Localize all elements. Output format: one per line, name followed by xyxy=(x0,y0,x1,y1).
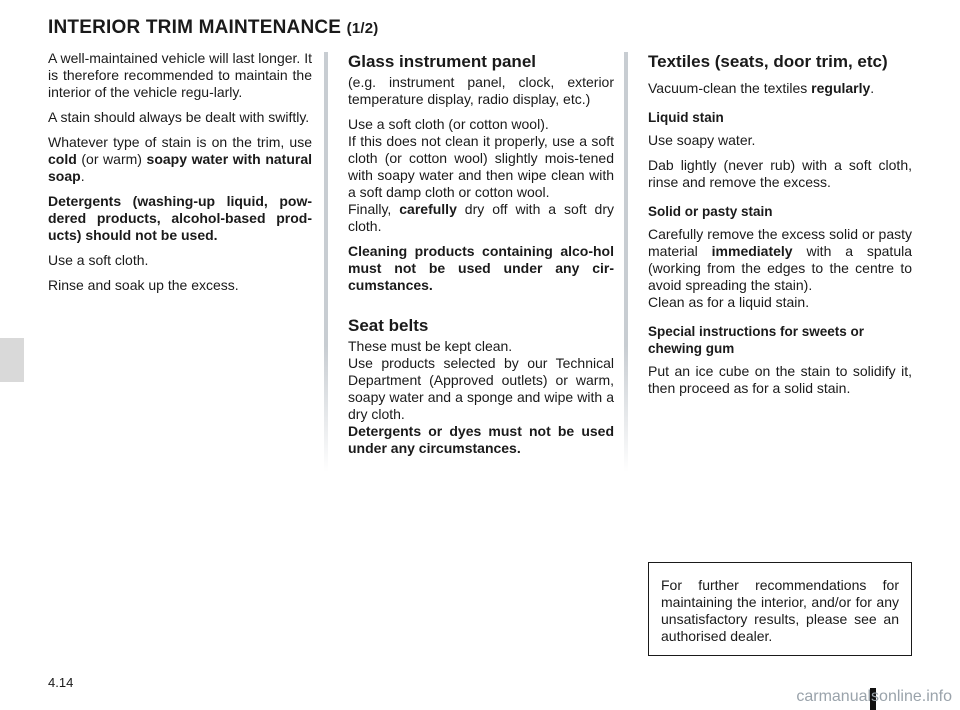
intro-paragraph-6: Rinse and soak up the excess. xyxy=(48,277,239,293)
liquid-stain-paragraph-1: Use soapy water. xyxy=(648,132,756,148)
intro-warning: Detergents (washing-up liquid, pow-dered products, alcohol-based prod-ucts) should not be used. xyxy=(48,193,312,243)
glass-panel-instructions: Use a soft cloth (or cotton wool). If this does not clean it properly, use a soft cloth (or cotton wool) slightly mois-tened with soapy water and then wipe clean with a soft damp cloth or cotton wool. Finally, carefully dry off with a soft dry cloth. xyxy=(348,116,615,234)
liquid-stain-heading: Liquid stain xyxy=(648,110,724,125)
glass-panel-subtitle: (e.g. instrument panel, clock, exterior temperature display, radio display, etc.) xyxy=(348,74,614,107)
seat-belts-heading: Seat belts xyxy=(348,316,429,335)
solid-stain-text: Carefully remove the excess solid or pasty material immediately with a spatula (working from the edges to the centre to avoid spreading the stain). Clean as for a liquid stain. xyxy=(648,226,912,310)
special-instructions-heading: Special instructions for sweets or chewing gum xyxy=(648,324,865,356)
note-text: For further recommendations for maintaining the interior, and/or for any unsatisfactory results, please see an authorised dealer. xyxy=(661,577,899,644)
column-divider-1 xyxy=(324,52,328,472)
intro-paragraph-5: Use a soft cloth. xyxy=(48,252,149,268)
note-box xyxy=(648,562,912,656)
glass-panel-heading: Glass instrument panel xyxy=(348,52,536,71)
column-divider-2 xyxy=(624,52,628,472)
liquid-stain-paragraph-2: Dab lightly (never rub) with a soft cloth, rinse and remove the excess. xyxy=(648,157,912,190)
textiles-intro: Vacuum-clean the textiles regularly. xyxy=(648,80,875,96)
column-textiles xyxy=(648,52,912,405)
solid-stain-heading: Solid or pasty stain xyxy=(648,204,773,219)
column-glass-belts xyxy=(348,52,614,465)
column-intro xyxy=(48,50,312,302)
page-title-main: INTERIOR TRIM MAINTENANCE xyxy=(48,17,342,38)
watermark: carmanualsonline.info xyxy=(796,688,952,705)
glass-panel-warning: Cleaning products containing alco-hol must not be used under any cir-cumstances. xyxy=(348,243,614,293)
chapter-tab xyxy=(0,338,24,382)
seat-belts-text: These must be kept clean. Use products selected by our Technical Department (Approved outlets) or warm, soapy water and a sponge and wipe with a dry cloth. Detergents or dyes must not be used under any circumstances. xyxy=(348,338,614,456)
special-instructions-text: Put an ice cube on the stain to solidify it, then proceed as for a solid stain. xyxy=(648,363,912,396)
page-title-suffix: (1/2) xyxy=(346,20,379,37)
page-number: 4.14 xyxy=(48,675,74,690)
page-title xyxy=(48,17,378,39)
textiles-heading: Textiles (seats, door trim, etc) xyxy=(648,52,888,71)
intro-paragraph-1: A well-maintained vehicle will last longer. It is therefore recommended to maintain the interior of the vehicle regu-larly. xyxy=(48,50,312,100)
intro-paragraph-2: A stain should always be dealt with swiftly. xyxy=(48,109,310,125)
intro-paragraph-3: Whatever type of stain is on the trim, use cold (or warm) soapy water with natural soap. xyxy=(48,134,312,184)
